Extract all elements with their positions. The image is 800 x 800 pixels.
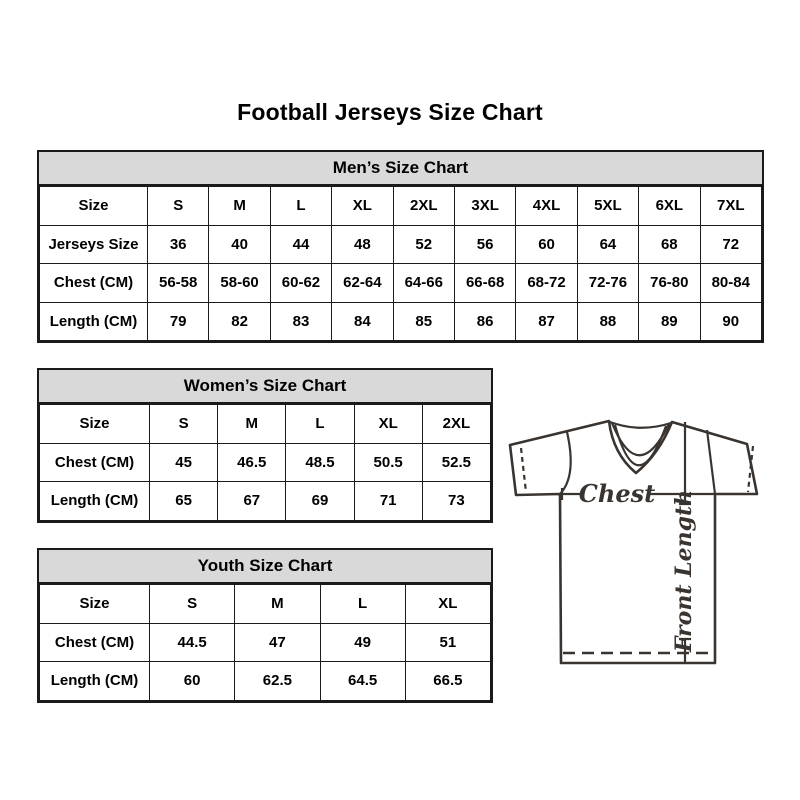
value-cell: 48.5: [286, 443, 354, 482]
value-cell: 64-66: [393, 264, 454, 303]
value-cell: S: [150, 405, 218, 444]
value-cell: S: [150, 585, 235, 624]
value-cell: S: [148, 187, 209, 226]
table-row: [40, 187, 762, 226]
table-row: [40, 443, 491, 482]
row-label-cell: Length (CM): [40, 302, 148, 341]
value-cell: 49: [320, 623, 405, 662]
value-cell: 83: [270, 302, 331, 341]
value-cell: 51: [405, 623, 490, 662]
value-cell: M: [209, 187, 270, 226]
left-armhole-seam: [560, 432, 571, 494]
value-cell: 46.5: [218, 443, 286, 482]
table-row: [40, 482, 491, 521]
value-cell: M: [218, 405, 286, 444]
row-label-cell: Chest (CM): [40, 623, 150, 662]
value-cell: 62-64: [332, 264, 393, 303]
right-armhole-seam: [707, 430, 715, 494]
row-label-cell: Length (CM): [40, 662, 150, 701]
value-cell: 79: [148, 302, 209, 341]
value-cell: 60: [516, 225, 577, 264]
value-cell: 7XL: [700, 187, 761, 226]
value-cell: 76-80: [639, 264, 700, 303]
value-cell: 44.5: [150, 623, 235, 662]
value-cell: 3XL: [454, 187, 515, 226]
value-cell: 72: [700, 225, 761, 264]
youth-size-chart-title: Youth Size Chart: [39, 550, 491, 584]
page-title: Football Jerseys Size Chart: [237, 99, 543, 125]
womens-size-chart: [37, 368, 493, 523]
value-cell: L: [286, 405, 354, 444]
front-length-label: Front Length: [671, 489, 697, 653]
value-cell: 50.5: [354, 443, 422, 482]
value-cell: 36: [148, 225, 209, 264]
table-row: [40, 225, 762, 264]
value-cell: 2XL: [393, 187, 454, 226]
value-cell: 72-76: [577, 264, 638, 303]
value-cell: L: [270, 187, 331, 226]
chest-label: Chest: [578, 479, 656, 508]
youth-size-table: [39, 584, 491, 701]
value-cell: XL: [332, 187, 393, 226]
value-cell: 2XL: [422, 405, 490, 444]
row-label-cell: Jerseys Size: [40, 225, 148, 264]
value-cell: 86: [454, 302, 515, 341]
value-cell: 45: [150, 443, 218, 482]
value-cell: 5XL: [577, 187, 638, 226]
value-cell: 89: [639, 302, 700, 341]
value-cell: 6XL: [639, 187, 700, 226]
value-cell: 66.5: [405, 662, 490, 701]
youth-size-chart: [37, 548, 493, 703]
left-cuff-dashed-line: [521, 448, 526, 492]
value-cell: 60: [150, 662, 235, 701]
value-cell: 56: [454, 225, 515, 264]
value-cell: 67: [218, 482, 286, 521]
value-cell: M: [235, 585, 320, 624]
table-row: [40, 662, 491, 701]
value-cell: 90: [700, 302, 761, 341]
value-cell: 69: [286, 482, 354, 521]
value-cell: 66-68: [454, 264, 515, 303]
value-cell: 62.5: [235, 662, 320, 701]
table-row: [40, 302, 762, 341]
table-row: [40, 585, 491, 624]
mens-size-chart: [37, 150, 764, 343]
value-cell: 65: [150, 482, 218, 521]
value-cell: 82: [209, 302, 270, 341]
womens-size-chart-title: Women’s Size Chart: [39, 370, 491, 404]
mens-size-chart-title: Men’s Size Chart: [39, 152, 762, 186]
value-cell: 85: [393, 302, 454, 341]
value-cell: 68: [639, 225, 700, 264]
mens-size-table: [39, 186, 762, 341]
value-cell: 87: [516, 302, 577, 341]
row-label-cell: Length (CM): [40, 482, 150, 521]
value-cell: 40: [209, 225, 270, 264]
value-cell: 68-72: [516, 264, 577, 303]
value-cell: 4XL: [516, 187, 577, 226]
value-cell: 47: [235, 623, 320, 662]
value-cell: 52: [393, 225, 454, 264]
row-label-cell: Size: [40, 405, 150, 444]
value-cell: 64.5: [320, 662, 405, 701]
value-cell: XL: [405, 585, 490, 624]
value-cell: 64: [577, 225, 638, 264]
table-row: [40, 405, 491, 444]
value-cell: 56-58: [148, 264, 209, 303]
row-label-cell: Size: [40, 585, 150, 624]
value-cell: 71: [354, 482, 422, 521]
value-cell: XL: [354, 405, 422, 444]
womens-size-table: [39, 404, 491, 521]
table-row: [40, 264, 762, 303]
value-cell: 48: [332, 225, 393, 264]
value-cell: 58-60: [209, 264, 270, 303]
jersey-measurement-diagram: [495, 412, 795, 672]
row-label-cell: Chest (CM): [40, 443, 150, 482]
value-cell: 73: [422, 482, 490, 521]
value-cell: 60-62: [270, 264, 331, 303]
jersey-outline: [510, 421, 757, 663]
value-cell: L: [320, 585, 405, 624]
value-cell: 44: [270, 225, 331, 264]
collar-back-line: [610, 422, 671, 428]
table-row: [40, 623, 491, 662]
value-cell: 88: [577, 302, 638, 341]
value-cell: 52.5: [422, 443, 490, 482]
row-label-cell: Chest (CM): [40, 264, 148, 303]
value-cell: 80-84: [700, 264, 761, 303]
value-cell: 84: [332, 302, 393, 341]
row-label-cell: Size: [40, 187, 148, 226]
